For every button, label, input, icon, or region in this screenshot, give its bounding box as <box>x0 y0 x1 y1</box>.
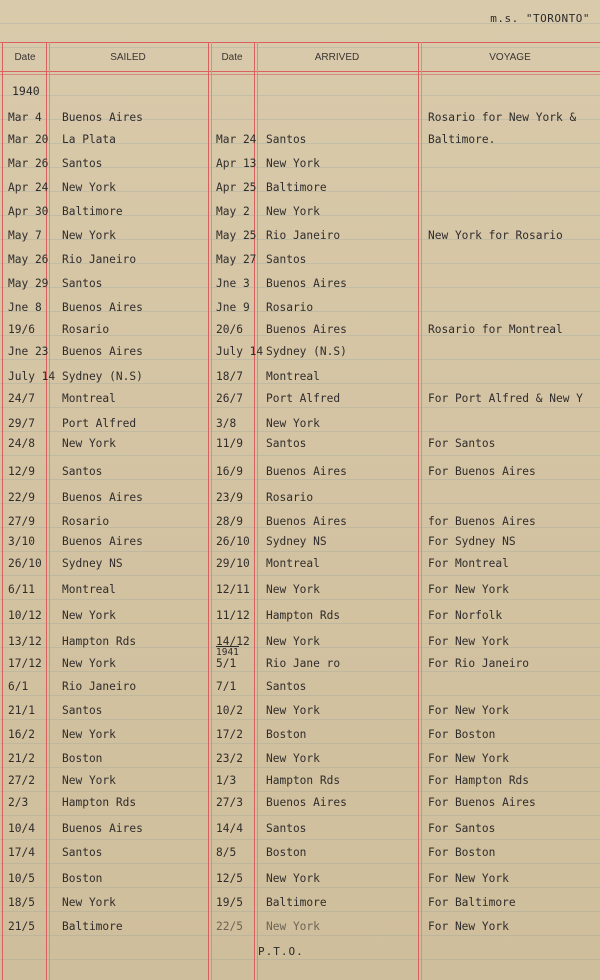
sailed-port: Hampton Rds <box>62 796 137 809</box>
sailed-port: Rosario <box>62 323 110 336</box>
arrived-date: 11/9 <box>216 437 243 450</box>
sailed-date: Mar 4 <box>8 111 42 124</box>
arrived-port: Boston <box>266 728 307 741</box>
voyage-note: New York for Rosario <box>428 229 563 242</box>
sailed-port: New York <box>62 609 116 622</box>
voyage-note: For New York <box>428 872 509 885</box>
arrived-port: Rio Janeiro <box>266 229 341 242</box>
sailed-date: 10/12 <box>8 609 42 622</box>
ship-name: m.s. "TORONTO" <box>490 12 590 25</box>
arrived-date: 11/12 <box>216 609 250 622</box>
voyage-note: For Boston <box>428 846 496 859</box>
sailed-port: New York <box>62 896 116 909</box>
sailed-port: Baltimore <box>62 205 123 218</box>
sailed-date: 22/9 <box>8 491 35 504</box>
column-rule <box>2 42 3 980</box>
sailed-port: New York <box>62 437 116 450</box>
sailed-date: Jne 23 <box>8 345 49 358</box>
voyage-note: For Santos <box>428 822 496 835</box>
arrived-date: 27/3 <box>216 796 243 809</box>
sailed-date: July 14 <box>8 370 56 383</box>
arrived-date: 14/12 <box>216 635 250 648</box>
sailed-date: 21/2 <box>8 752 35 765</box>
arrived-port: Buenos Aires <box>266 323 347 336</box>
arrived-port: Santos <box>266 680 307 693</box>
header-sailed: SAILED <box>110 52 146 63</box>
arrived-port: New York <box>266 583 320 596</box>
arrived-date: 28/9 <box>216 515 243 528</box>
sailed-port: Sydney NS <box>62 557 123 570</box>
arrived-date: May 27 <box>216 253 257 266</box>
arrived-port: Rosario <box>266 301 314 314</box>
sailed-port: Rio Janeiro <box>62 680 137 693</box>
arrived-date: 12/11 <box>216 583 250 596</box>
header-date-arrived: Date <box>221 52 243 63</box>
sailed-date: Mar 26 <box>8 157 49 170</box>
sailed-date: 29/7 <box>8 417 35 430</box>
arrived-port: Rosario <box>266 491 314 504</box>
sailed-port: Port Alfred <box>62 417 137 430</box>
arrived-port: New York <box>266 752 320 765</box>
arrived-date: 1/3 <box>216 774 237 787</box>
sailed-port: Sydney (N.S) <box>62 370 143 383</box>
arrived-port: New York <box>266 205 320 218</box>
sailed-port: New York <box>62 181 116 194</box>
voyage-note: For New York <box>428 752 509 765</box>
year-mark-1941: 1941 <box>216 647 239 658</box>
header-voyage: VOYAGE <box>489 52 531 63</box>
arrived-date: May 2 <box>216 205 250 218</box>
arrived-date: 26/7 <box>216 392 243 405</box>
sailed-date: 24/8 <box>8 437 35 450</box>
column-rule <box>208 42 209 980</box>
arrived-port: New York <box>266 635 320 648</box>
arrived-port: Baltimore <box>266 896 327 909</box>
sailed-date: 21/5 <box>8 920 35 933</box>
voyage-note: For Montreal <box>428 557 509 570</box>
voyage-note: For New York <box>428 583 509 596</box>
arrived-port: Hampton Rds <box>266 609 341 622</box>
sailed-port: New York <box>62 774 116 787</box>
sailed-date: May 29 <box>8 277 49 290</box>
arrived-port: Rio Jane ro <box>266 657 341 670</box>
arrived-date: 19/5 <box>216 896 243 909</box>
sailed-port: New York <box>62 229 116 242</box>
sailed-date: Apr 30 <box>8 205 49 218</box>
arrived-date: July 14 <box>216 345 264 358</box>
sailed-date: 27/9 <box>8 515 35 528</box>
sailed-date: 26/10 <box>8 557 42 570</box>
arrived-port: New York <box>266 704 320 717</box>
sailed-date: May 26 <box>8 253 49 266</box>
arrived-port: Buenos Aires <box>266 515 347 528</box>
column-rule <box>418 42 419 980</box>
sailed-date: 17/12 <box>8 657 42 670</box>
sailed-date: 6/11 <box>8 583 35 596</box>
voyage-note: For Rio Janeiro <box>428 657 530 670</box>
voyage-note: For Boston <box>428 728 496 741</box>
sailed-port: Montreal <box>62 392 116 405</box>
arrived-port: Baltimore <box>266 181 327 194</box>
arrived-date: 12/5 <box>216 872 243 885</box>
header-bottom-rule <box>0 71 600 72</box>
arrived-date: 10/2 <box>216 704 243 717</box>
arrived-port: Sydney NS <box>266 535 327 548</box>
arrived-date: 7/1 <box>216 680 237 693</box>
sailed-date: 10/4 <box>8 822 35 835</box>
sailed-date: 24/7 <box>8 392 35 405</box>
arrived-date: 23/2 <box>216 752 243 765</box>
voyage-note: For New York <box>428 920 509 933</box>
sailed-port: Santos <box>62 846 103 859</box>
sailed-port: La Plata <box>62 133 116 146</box>
sailed-port: Buenos Aires <box>62 301 143 314</box>
arrived-date: 23/9 <box>216 491 243 504</box>
voyage-note: For Buenos Aires <box>428 465 536 478</box>
arrived-port: Buenos Aires <box>266 277 347 290</box>
arrived-port: Port Alfred <box>266 392 341 405</box>
voyage-note: For Port Alfred & New Y <box>428 392 583 405</box>
sailed-date: Apr 24 <box>8 181 49 194</box>
arrived-date: 5/1 <box>216 657 237 670</box>
sailed-port: New York <box>62 657 116 670</box>
sailed-date: 27/2 <box>8 774 35 787</box>
header-bottom-rule-2 <box>0 74 600 75</box>
header-top-rule <box>0 42 600 43</box>
arrived-port: Santos <box>266 437 307 450</box>
arrived-port: New York <box>266 920 320 933</box>
arrived-port: New York <box>266 417 320 430</box>
arrived-date: 3/8 <box>216 417 237 430</box>
sailed-date: Mar 20 <box>8 133 49 146</box>
sailed-date: 18/5 <box>8 896 35 909</box>
voyage-note: For Santos <box>428 437 496 450</box>
sailed-port: Rosario <box>62 515 110 528</box>
sailed-date: 13/12 <box>8 635 42 648</box>
voyage-note: For Hampton Rds <box>428 774 530 787</box>
arrived-port: Montreal <box>266 370 320 383</box>
arrived-port: Buenos Aires <box>266 796 347 809</box>
voyage-note: For Buenos Aires <box>428 796 536 809</box>
arrived-date: Apr 25 <box>216 181 257 194</box>
arrived-port: Santos <box>266 822 307 835</box>
voyage-note: Rosario for Montreal <box>428 323 563 336</box>
sailed-port: Baltimore <box>62 920 123 933</box>
sailed-date: 16/2 <box>8 728 35 741</box>
voyage-note: For New York <box>428 704 509 717</box>
sailed-port: Santos <box>62 277 103 290</box>
sailed-date: 6/1 <box>8 680 29 693</box>
sailed-date: 19/6 <box>8 323 35 336</box>
sailed-port: Buenos Aires <box>62 535 143 548</box>
sailed-port: Hampton Rds <box>62 635 137 648</box>
sailed-port: Buenos Aires <box>62 491 143 504</box>
arrived-port: Santos <box>266 133 307 146</box>
sailed-port: Buenos Aires <box>62 822 143 835</box>
sailed-date: 2/3 <box>8 796 29 809</box>
sailed-port: Santos <box>62 157 103 170</box>
arrived-port: Montreal <box>266 557 320 570</box>
voyage-note: For Baltimore <box>428 896 516 909</box>
arrived-port: Santos <box>266 253 307 266</box>
arrived-port: Buenos Aires <box>266 465 347 478</box>
arrived-port: Sydney (N.S) <box>266 345 347 358</box>
arrived-date: May 25 <box>216 229 257 242</box>
sailed-date: 12/9 <box>8 465 35 478</box>
sailed-port: Buenos Aires <box>62 111 143 124</box>
sailed-port: New York <box>62 728 116 741</box>
sailed-port: Rio Janeiro <box>62 253 137 266</box>
voyage-note: For Sydney NS <box>428 535 516 548</box>
sailed-port: Santos <box>62 704 103 717</box>
sailed-port: Buenos Aires <box>62 345 143 358</box>
arrived-port: Hampton Rds <box>266 774 341 787</box>
arrived-port: Boston <box>266 846 307 859</box>
arrived-port: New York <box>266 157 320 170</box>
arrived-date: 14/4 <box>216 822 243 835</box>
voyage-note: For Norfolk <box>428 609 503 622</box>
arrived-date: Mar 24 <box>216 133 257 146</box>
sailed-date: 3/10 <box>8 535 35 548</box>
sailed-port: Montreal <box>62 583 116 596</box>
sailed-date: May 7 <box>8 229 42 242</box>
sailed-port: Boston <box>62 752 103 765</box>
sailed-port: Santos <box>62 465 103 478</box>
arrived-date: 17/2 <box>216 728 243 741</box>
sailed-date: Jne 8 <box>8 301 42 314</box>
sailed-date: 21/1 <box>8 704 35 717</box>
arrived-date: 29/10 <box>216 557 250 570</box>
footer-pto: P.T.O. <box>258 945 304 958</box>
arrived-date: 26/10 <box>216 535 250 548</box>
voyage-note: for Buenos Aires <box>428 515 536 528</box>
arrived-date: 22/5 <box>216 920 243 933</box>
header-date-sailed: Date <box>14 52 36 63</box>
sailed-port: Boston <box>62 872 103 885</box>
header-arrived: ARRIVED <box>314 52 360 63</box>
voyage-note: Rosario for New York & <box>428 111 577 124</box>
arrived-date: Jne 3 <box>216 277 250 290</box>
year-heading: 1940 <box>12 84 40 98</box>
arrived-port: New York <box>266 872 320 885</box>
arrived-date: 8/5 <box>216 846 237 859</box>
sailed-date: 10/5 <box>8 872 35 885</box>
arrived-date: Jne 9 <box>216 301 250 314</box>
arrived-date: 20/6 <box>216 323 243 336</box>
arrived-date: 16/9 <box>216 465 243 478</box>
arrived-date: 18/7 <box>216 370 243 383</box>
arrived-date: Apr 13 <box>216 157 257 170</box>
voyage-note: Baltimore. <box>428 133 496 146</box>
voyage-note: For New York <box>428 635 509 648</box>
sailed-date: 17/4 <box>8 846 35 859</box>
